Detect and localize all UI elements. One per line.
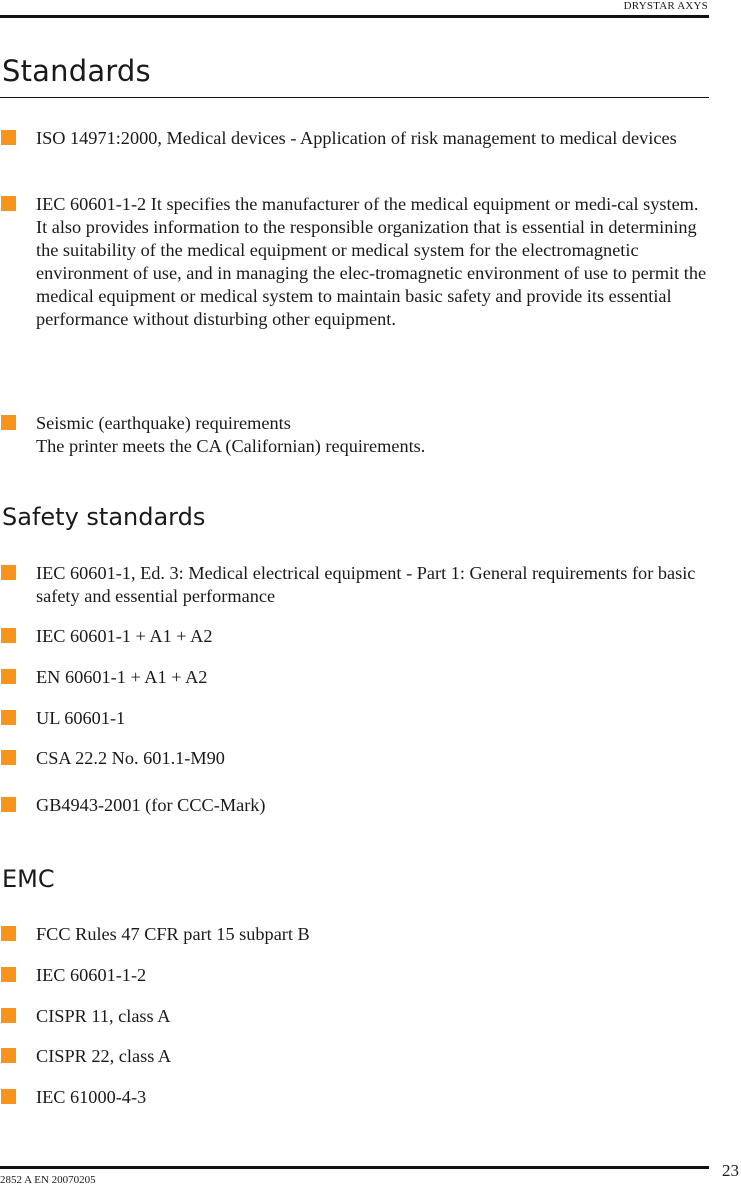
section-title-emc: EMC [2,865,55,893]
title-rule [0,97,709,98]
standards-item-seismic [36,412,708,458]
header-brand: DRYSTAR AXYS [623,0,708,12]
standards-item-iec60601-1-2: IEC 60601-1-2 It specifies the manufacturer of the medical equipment or medi-cal system. It also provides information to the responsible organization that is essential in determining the suitability of the medical equipment or medical system for the electromagnetic environment of use, and in managing the elec-tromagnetic environment of use to permit the medical equipment or medical system to maintain basic safety and provide its essential performance without disturbing other equipment. [36,194,707,329]
safety-item-iec60601-1-a1-a2: IEC 60601-1 + A1 + A2 [36,625,708,648]
emc-item-cispr22: CISPR 22, class A [36,1045,708,1068]
emc-item-cispr11: CISPR 11, class A [36,1005,708,1028]
page-number: 23 [722,1161,739,1180]
emc-item-fcc: FCC Rules 47 CFR part 15 subpart B [36,923,708,946]
footer-rule [0,1166,709,1169]
emc-item-iec60601-1-2: IEC 60601-1-2 [36,964,708,987]
emc-item-iec61000-4-3: IEC 61000-4-3 [36,1086,708,1109]
footer-doc-id: 2852 A EN 20070205 [0,1174,96,1186]
safety-item-en60601-1: EN 60601-1 + A1 + A2 [36,666,708,689]
header-rule [0,15,709,18]
standards-item-iso14971: ISO 14971:2000, Medical devices - Application of risk management to medical devices [36,127,708,150]
safety-item-gb4943: GB4943-2001 (for CCC-Mark) [36,794,708,817]
safety-item-ul60601-1: UL 60601-1 [36,707,708,730]
seismic-note: The printer meets the CA (Californian) requirements. [36,436,426,456]
page-title: Standards [2,54,151,88]
safety-item-csa22-2: CSA 22.2 No. 601.1-M90 [36,747,708,770]
section-title-safety: Safety standards [2,503,206,531]
seismic-heading: Seismic (earthquake) requirements [36,413,291,433]
safety-item-iec60601-1-ed3: IEC 60601-1, Ed. 3: Medical electrical equipment - Part 1: General requirements for basic safety and essential performance [36,562,708,608]
